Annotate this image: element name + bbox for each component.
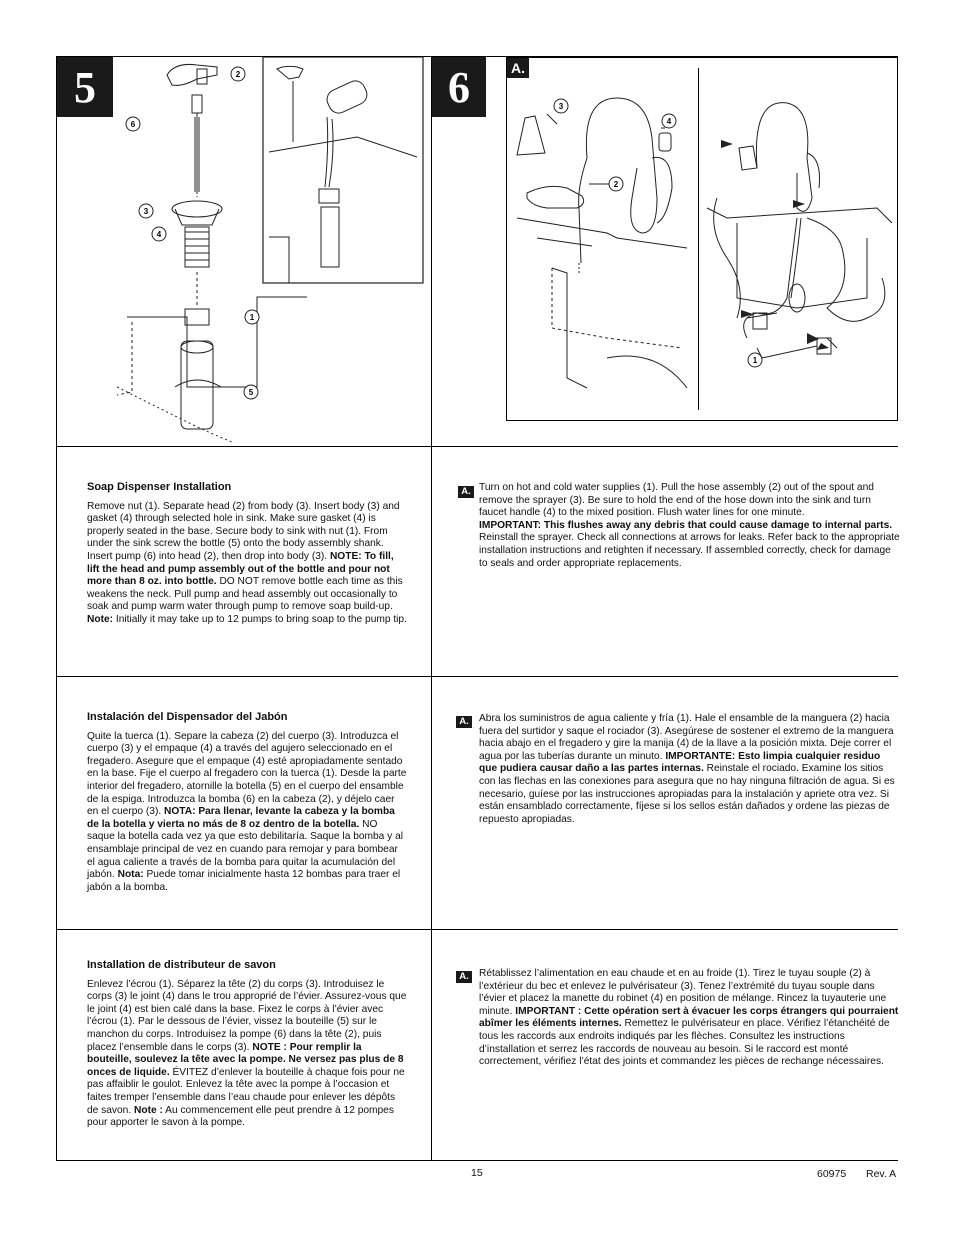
- faucet-flush-fr: Rétablissez l’alimentation en eau chaude et en au froide (1). Tirez le tuyau souple (2) à l’extérieur du bec et enlevez le pulvérisateur (3). Tenez l’extrémité du tuyau souple dans l’évier et placez la manette du robinet (4) en position de mélange. Rincez la tuyauterie une minute. IMPORTANT : Cette opération sert à évacuer les corps étrangers qui pourraient abîmer les éléments internes. Remettez le pulvérisateur en place. Vérifiez l’étanchéité de tous les raccords aux endroits indiqués par les flèches. Consultez les instructions d’installation et serrez les raccords de nouveau au besoin. Si le raccord est monté correctement, vérifiez l’état des joints et commandez les pièces de rechange nécessaires.: [479, 968, 899, 1068]
- callout-3: 3: [558, 102, 564, 111]
- body-es: Quite la tuerca (1). Separe la cabeza (2) del cuerpo (3). Introduzca el cuerpo (3) y el empaque (4) a través del agujero seleccionado en el fregadero. Asegure que el empaque (4) esté apropiadamente sentado en la base. Fije el cuerpo al fregadero con la tuerca (1). Desde la parte interior del fregadero, atornille la botella (5) en el cuerpo del ensamble de la espiga. Introduzca la bomba (6) en la cabeza (2), y déjelo caer en el cuerpo (3). NOTA: Para llenar, levante la cabeza y la bomba de la botella y vierta no más de 8 oz dentro de la botella. NO saque la botella cada vez ya que esto debilitaría. Saque la bomba y al ensamblaje principal de vez en cuando para remojar y para bombear el agua caliente a través de la bomba para quitar la acumulación del jabón. Nota: Puede tomar inicialmente hasta 12 bombas para traer el jabón a la bomba.: [87, 730, 407, 893]
- rule-es: [56, 929, 898, 930]
- step-a-badge-fr: A.: [456, 971, 472, 983]
- page-number: 15: [471, 1167, 483, 1179]
- section-title-fr: Installation de distributeur de savon: [87, 959, 276, 971]
- revision: Rev. A: [866, 1168, 897, 1180]
- faucet-flush-en: Turn on hot and cold water supplies (1). Pull the hose assembly (2) out of the spout and remove the sprayer (3). Be sure to hold the end of the hose down into the sink and turn faucet handle (4) to the mixed position. Flush water lines for one minute. IMPORTANT: This flushes away any debris that could cause damage to internal parts. Reinstall the sprayer. Check all connections at arrows for leaks. Refer back to the appropriate installation instructions and retighten if necessary. If assembled correctly, check for damage to seals and order appropriate replacements.: [479, 482, 900, 569]
- step-a-badge-es: A.: [456, 716, 472, 728]
- document-number: 60975: [817, 1168, 847, 1180]
- body-en: Remove nut (1). Separate head (2) from body (3). Insert body (3) and gasket (4) through selected hole in sink. Make sure gasket (4) is properly seated in the base. Secure body to sink with nut (1). From under the sink screw the bottle (5) onto the body assembly shank. Insert pump (6) into head (2), then drop into body (3). NOTE: To fill, lift the head and pump assembly out of the bottle and pour not more than 8 oz. into bottle. DO NOT remove bottle each time as this weakens the neck. Pull pump and head assembly out occasionally to soak and pump warm water through pump to remove soap build-up. Note: Initially it may take up to 12 pumps to bring soap to the pump tip.: [87, 500, 407, 625]
- substep-a-label: A.: [507, 58, 529, 78]
- step-a-badge-en: A.: [458, 486, 474, 498]
- section-title-en: Soap Dispenser Installation: [87, 481, 232, 493]
- rule-illustration: [56, 446, 898, 447]
- callout-4: 4: [666, 117, 672, 126]
- center-divider: [431, 56, 432, 1161]
- callout-1: 1: [249, 313, 255, 322]
- soap-dispenser-instructions-es: [87, 711, 407, 894]
- faucet-flush-illustration: [507, 58, 897, 420]
- rule-fr: [56, 1160, 898, 1161]
- callout-1: 1: [752, 356, 758, 365]
- step-6-badge: 6: [432, 57, 486, 117]
- body-fr: Enlevez l’écrou (1). Séparez la tête (2) du corps (3). Introduisez le corps (3) le joint (4) dans le trou approprié de l’évier. Assurez-vous que le joint (4) est bien calé dans la base. Fixez le corps à l’évier avec l’écrou (1). Par le dessous de l’évier, vissez la bouteille (5) sur le manchon du corps. Introduisez la pompe (6) dans la tête (2), puis placez l’ensemble dans le corps (3). NOTE : Pour remplir la bouteille, soulevez la tête avec la pompe. Ne versez pas plus de 8 onces de liquide. ÉVITEZ d’enlever la bouteille à chaque fois pour ne pas affaiblir le goulot. Enlevez la tête avec la pompe à l’occasion et faites tremper l’ensemble dans l’eau chaude pour enlever les dépôts de savon. Note : Au commencement elle peut prendre à 12 pompes pour apporter le savon à la pompe.: [87, 978, 407, 1129]
- callout-2: 2: [235, 70, 241, 79]
- soap-dispenser-instructions-en: [87, 481, 407, 627]
- illus5-callouts: [126, 67, 259, 399]
- callout-5: 5: [248, 388, 254, 397]
- callout-3: 3: [143, 207, 149, 216]
- callout-4: 4: [156, 230, 162, 239]
- section-title-es: Instalación del Dispensador del Jabón: [87, 711, 288, 723]
- rule-en: [56, 676, 898, 677]
- callout-2: 2: [613, 180, 619, 189]
- callout-6: 6: [130, 120, 136, 129]
- soap-dispenser-illustration: [57, 57, 431, 445]
- step-5-badge: 5: [57, 57, 113, 117]
- soap-dispenser-instructions-fr: [87, 959, 407, 1130]
- faucet-flush-es: Abra los suministros de agua caliente y fría (1). Hale el ensamble de la manguera (2) hacia fuera del surtidor y saque el rociador (3). Asegúrese de sostener el extremo de la manguera hacia abajo en el fregadero y gire la manija (4) de la llave a la posición mixta. Deje correr el agua por las tuberías durante un minuto. IMPORTANTE: Esto limpia cualquier residuo que pudiera causar daño a las partes internas. Reinstale el rociado. Examine los sitios con las flechas en las conexiones para asegura que no hay ninguna filtración de agua. Si es necesario, guíese por las instrucciones apropiadas para la instalación y apriete otra vez. Si están ensamblado correctamente, fíjese si los sellos están dañados y ordene las piezas de repuesto apropiadas.: [479, 713, 895, 825]
